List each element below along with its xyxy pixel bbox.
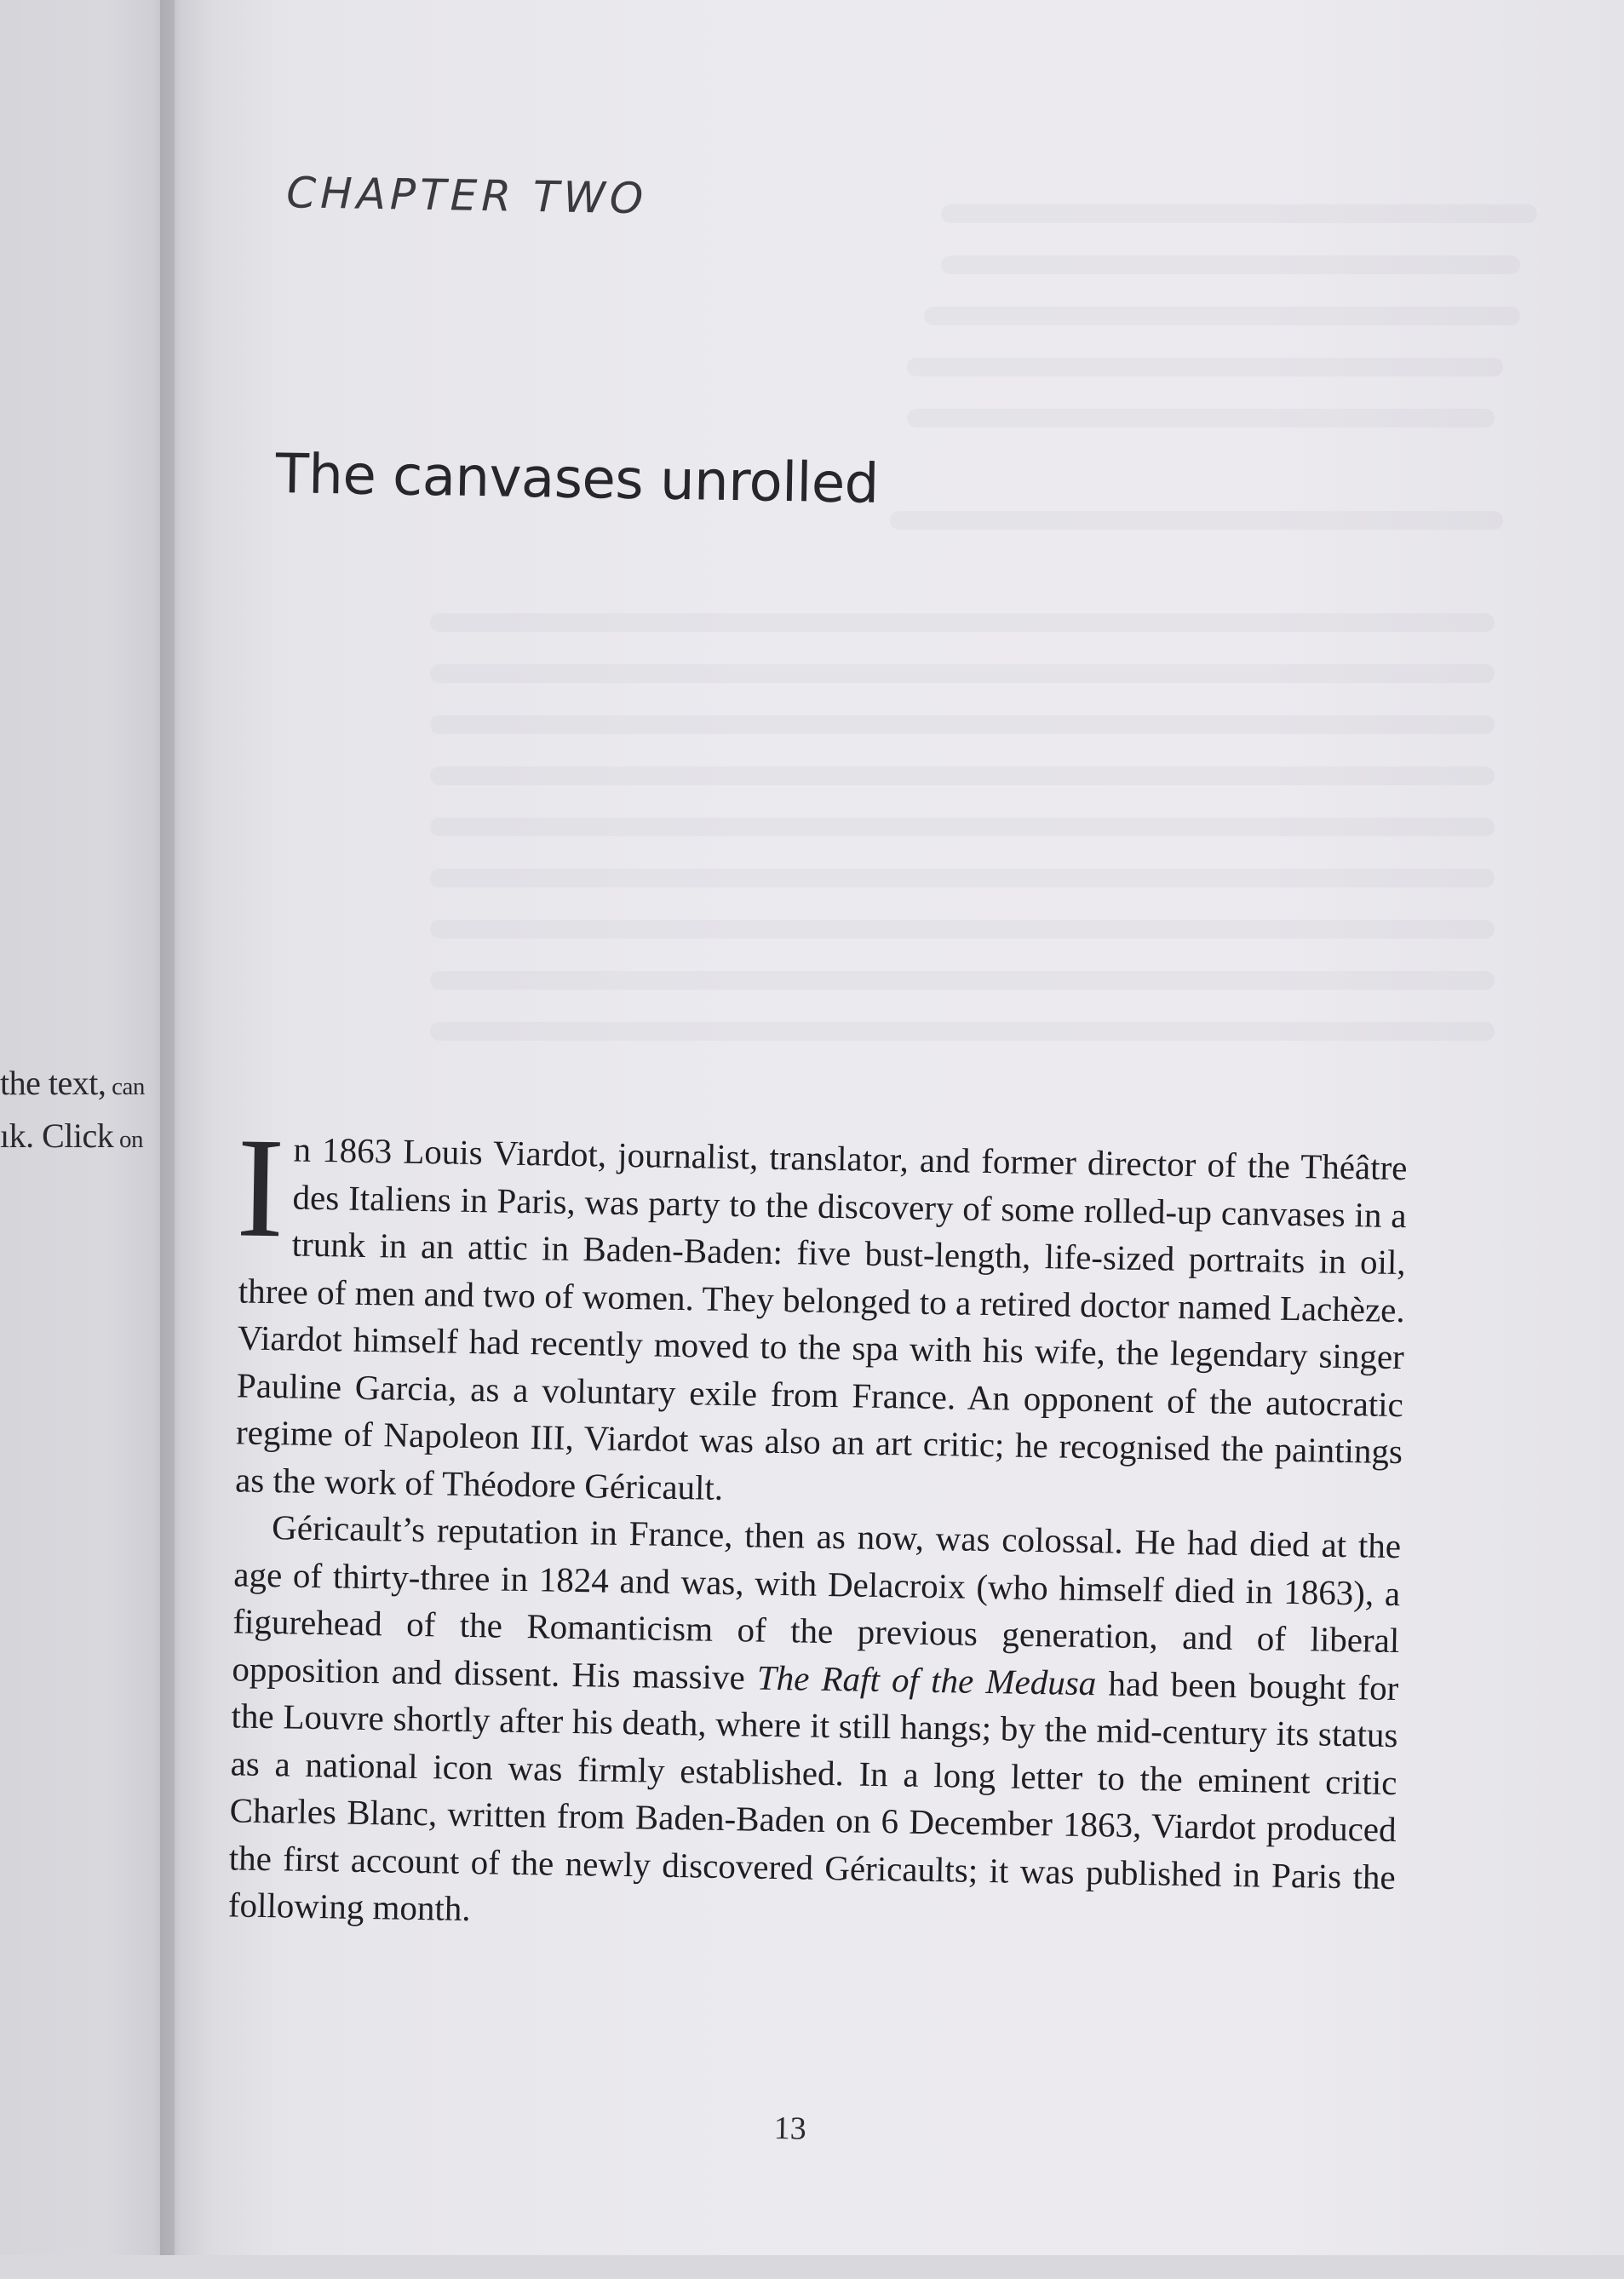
book-page: [175, 0, 1624, 2255]
paragraph-2-text-start: Géricault’s reputation in France, then as now, was colossal. He had died at the age of thirty-three in 1824 and was, with Delacroix (who himself died in 1863), a figurehead of the Romanticism of the previous generation, and of liberal opposition and dissent. His massive: [232, 1507, 1402, 1697]
paragraph-1: [234, 1108, 1408, 1523]
chapter-title: The canvases unrolled: [275, 443, 880, 516]
paragraph-1-text: n 1863 Louis Viardot, journalist, translator, and former director of the Théâtre des Italiens in Paris, was party to the discovery of some rolled-up canvases in a trunk in an attic in Baden-Baden: five bust-length, life-sized portraits in oil, three of men and two of women. They belonged to a retired doctor named Lachèze. Viardot himself had recently moved to the spa with his wife, the legendary singer Pauline Garcia, as a voluntary exile from France. An opponent of the autocratic regime of Napoleon III, Viardot was also an art critic; he recognised the paintings as the work of Théodore Géricault.: [234, 1129, 1408, 1507]
paragraph-2-text-end: had been bought for the Louvre shortly after his death, where it still hangs; by the mid-century its status as a national icon was firmly established. In a long letter to the eminent critic Charles Blanc, written from Baden-Baden on 6 December 1863, Viardot produced the first account of the newly discovered Géricaults; it was published in Paris the following month.: [227, 1662, 1399, 1929]
drop-cap: I: [235, 1108, 286, 1268]
body-text: [227, 1108, 1408, 1948]
book-gutter-shadow: [160, 0, 211, 2255]
left-page-line: [0, 1116, 143, 1156]
left-page-line: [0, 1063, 145, 1103]
left-page-line-small-text: on: [113, 1126, 144, 1153]
page-content: [137, 0, 1624, 2279]
left-page-line-small-text: can: [106, 1073, 145, 1100]
left-page-line-text: the text,: [0, 1064, 106, 1102]
page-number: 13: [773, 2110, 807, 2147]
chapter-label: CHAPTER TWO: [285, 168, 648, 224]
paragraph-2: [227, 1503, 1401, 1948]
artwork-title: The Raft of the Medusa: [756, 1657, 1097, 1702]
left-page-line-text: ık. Click: [0, 1117, 114, 1155]
